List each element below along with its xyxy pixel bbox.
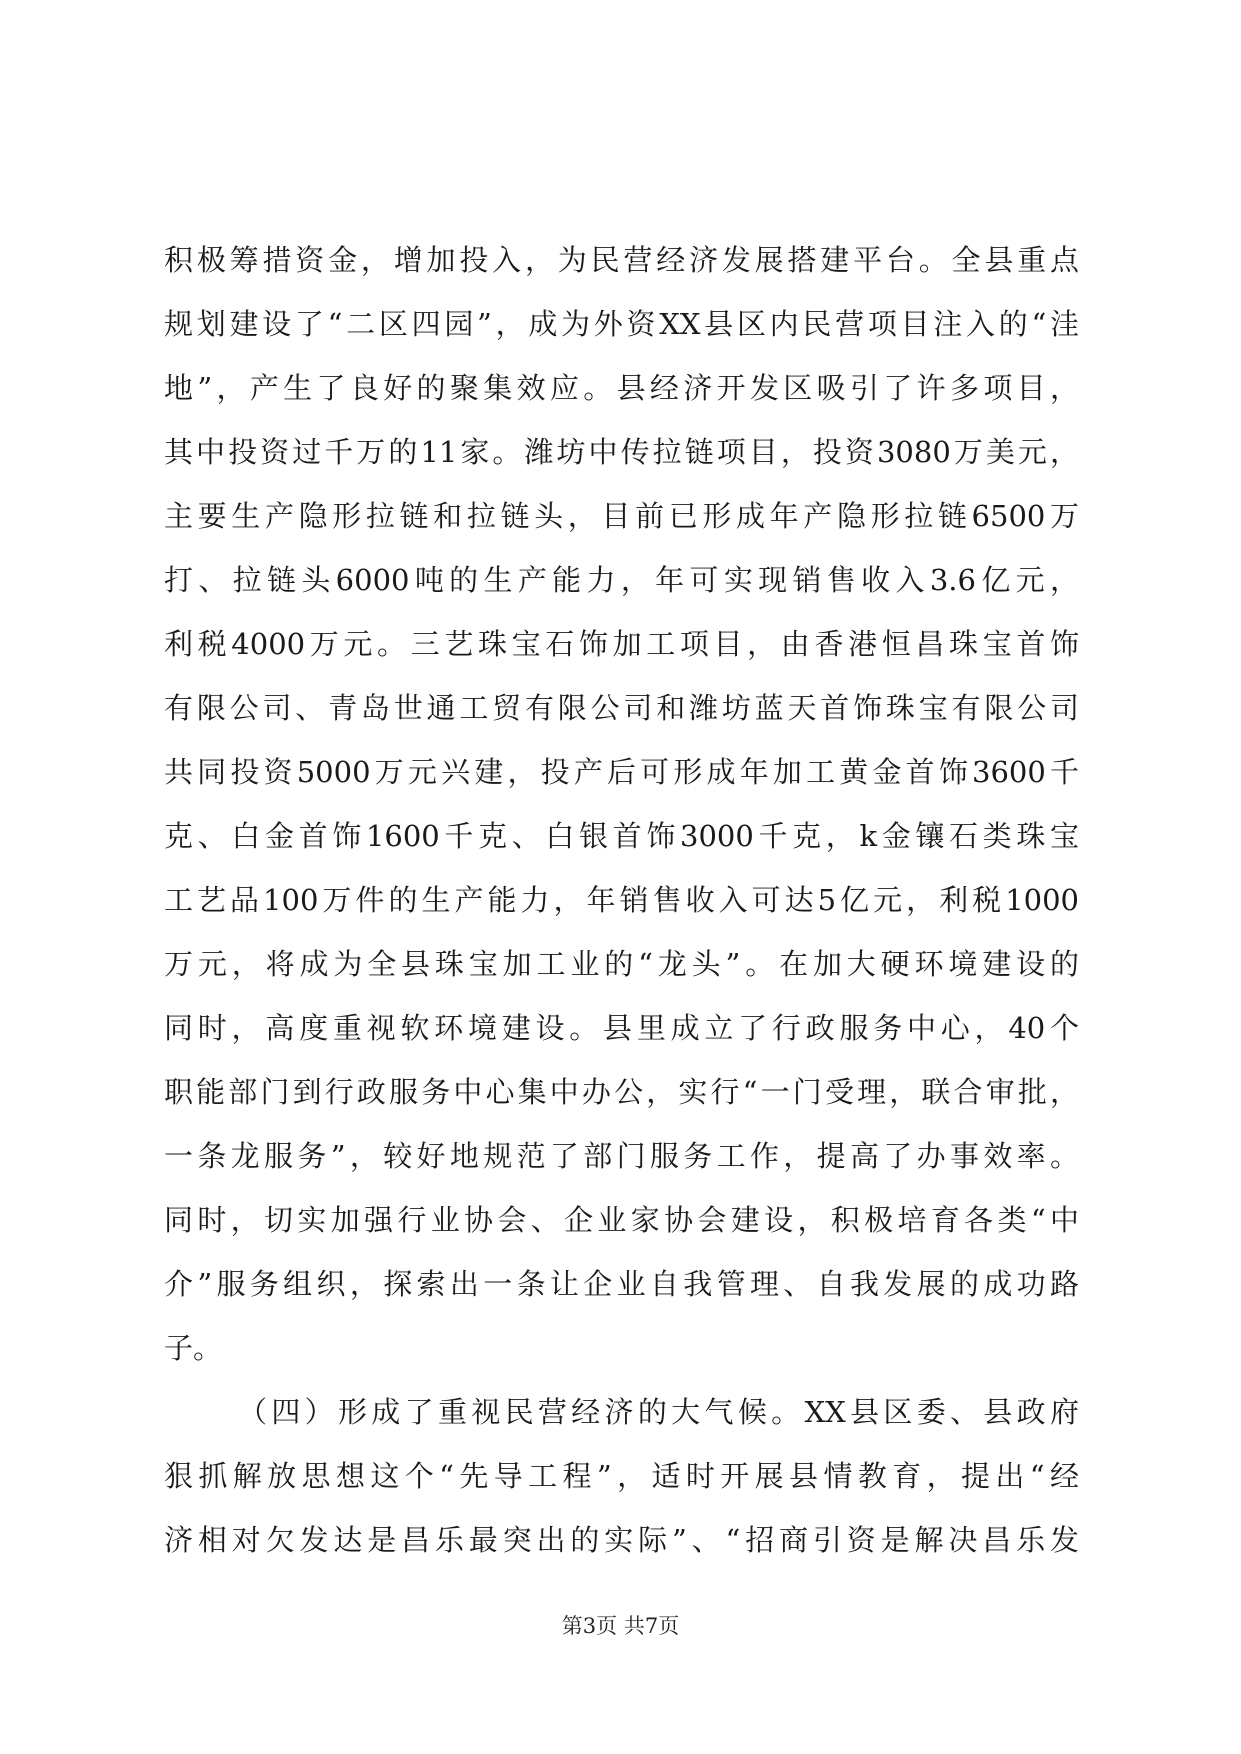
body-text bbox=[164, 228, 1079, 1572]
text-line: 打、拉链头6000吨的生产能力，年可实现销售收入3.6亿元， bbox=[164, 563, 1079, 597]
text-line: 济相对欠发达是昌乐最突出的实际”、“招商引资是解决昌乐发 bbox=[164, 1523, 1079, 1557]
text-line: 其中投资过千万的11家。潍坊中传拉链项目，投资3080万美元， bbox=[164, 435, 1079, 469]
text-line: 同时，高度重视软环境建设。县里成立了行政服务中心，40个 bbox=[164, 1011, 1079, 1045]
text-line: 工艺品100万件的生产能力，年销售收入可达5亿元，利税1000 bbox=[164, 883, 1079, 917]
text-line: 有限公司、青岛世通工贸有限公司和潍坊蓝天首饰珠宝有限公司 bbox=[164, 691, 1079, 725]
text-line: 主要生产隐形拉链和拉链头，目前已形成年产隐形拉链6500万 bbox=[164, 499, 1079, 533]
text-line: 一条龙服务”，较好地规范了部门服务工作，提高了办事效率。 bbox=[164, 1139, 1079, 1173]
text-line: 地”，产生了良好的聚集效应。县经济开发区吸引了许多项目， bbox=[164, 371, 1079, 405]
section-heading-line: （四）形成了重视民营经济的大气候。XX县区委、县政府 bbox=[238, 1395, 1079, 1429]
text-line: 狠抓解放思想这个“先导工程”，适时开展县情教育，提出“经 bbox=[164, 1459, 1079, 1493]
text-line: 克、白金首饰1600千克、白银首饰3000千克，k金镶石类珠宝 bbox=[164, 819, 1079, 853]
text-line: 万元，将成为全县珠宝加工业的“龙头”。在加大硬环境建设的 bbox=[164, 947, 1079, 981]
text-line: 共同投资5000万元兴建，投产后可形成年加工黄金首饰3600千 bbox=[164, 755, 1079, 789]
paragraph-end-line: 子。 bbox=[164, 1331, 223, 1365]
text-line: 规划建设了“二区四园”，成为外资XX县区内民营项目注入的“洼 bbox=[164, 307, 1079, 341]
text-line: 同时，切实加强行业协会、企业家协会建设，积极培育各类“中 bbox=[164, 1203, 1079, 1237]
text-line: 介”服务组织，探索出一条让企业自我管理、自我发展的成功路 bbox=[164, 1267, 1079, 1301]
text-line: 利税4000万元。三艺珠宝石饰加工项目，由香港恒昌珠宝首饰 bbox=[164, 627, 1079, 661]
text-line: 职能部门到行政服务中心集中办公，实行“一门受理，联合审批， bbox=[164, 1075, 1079, 1109]
text-line: 积极筹措资金，增加投入，为民营经济发展搭建平台。全县重点 bbox=[164, 243, 1079, 277]
page-number-footer: 第3页 共7页 bbox=[561, 1614, 680, 1638]
